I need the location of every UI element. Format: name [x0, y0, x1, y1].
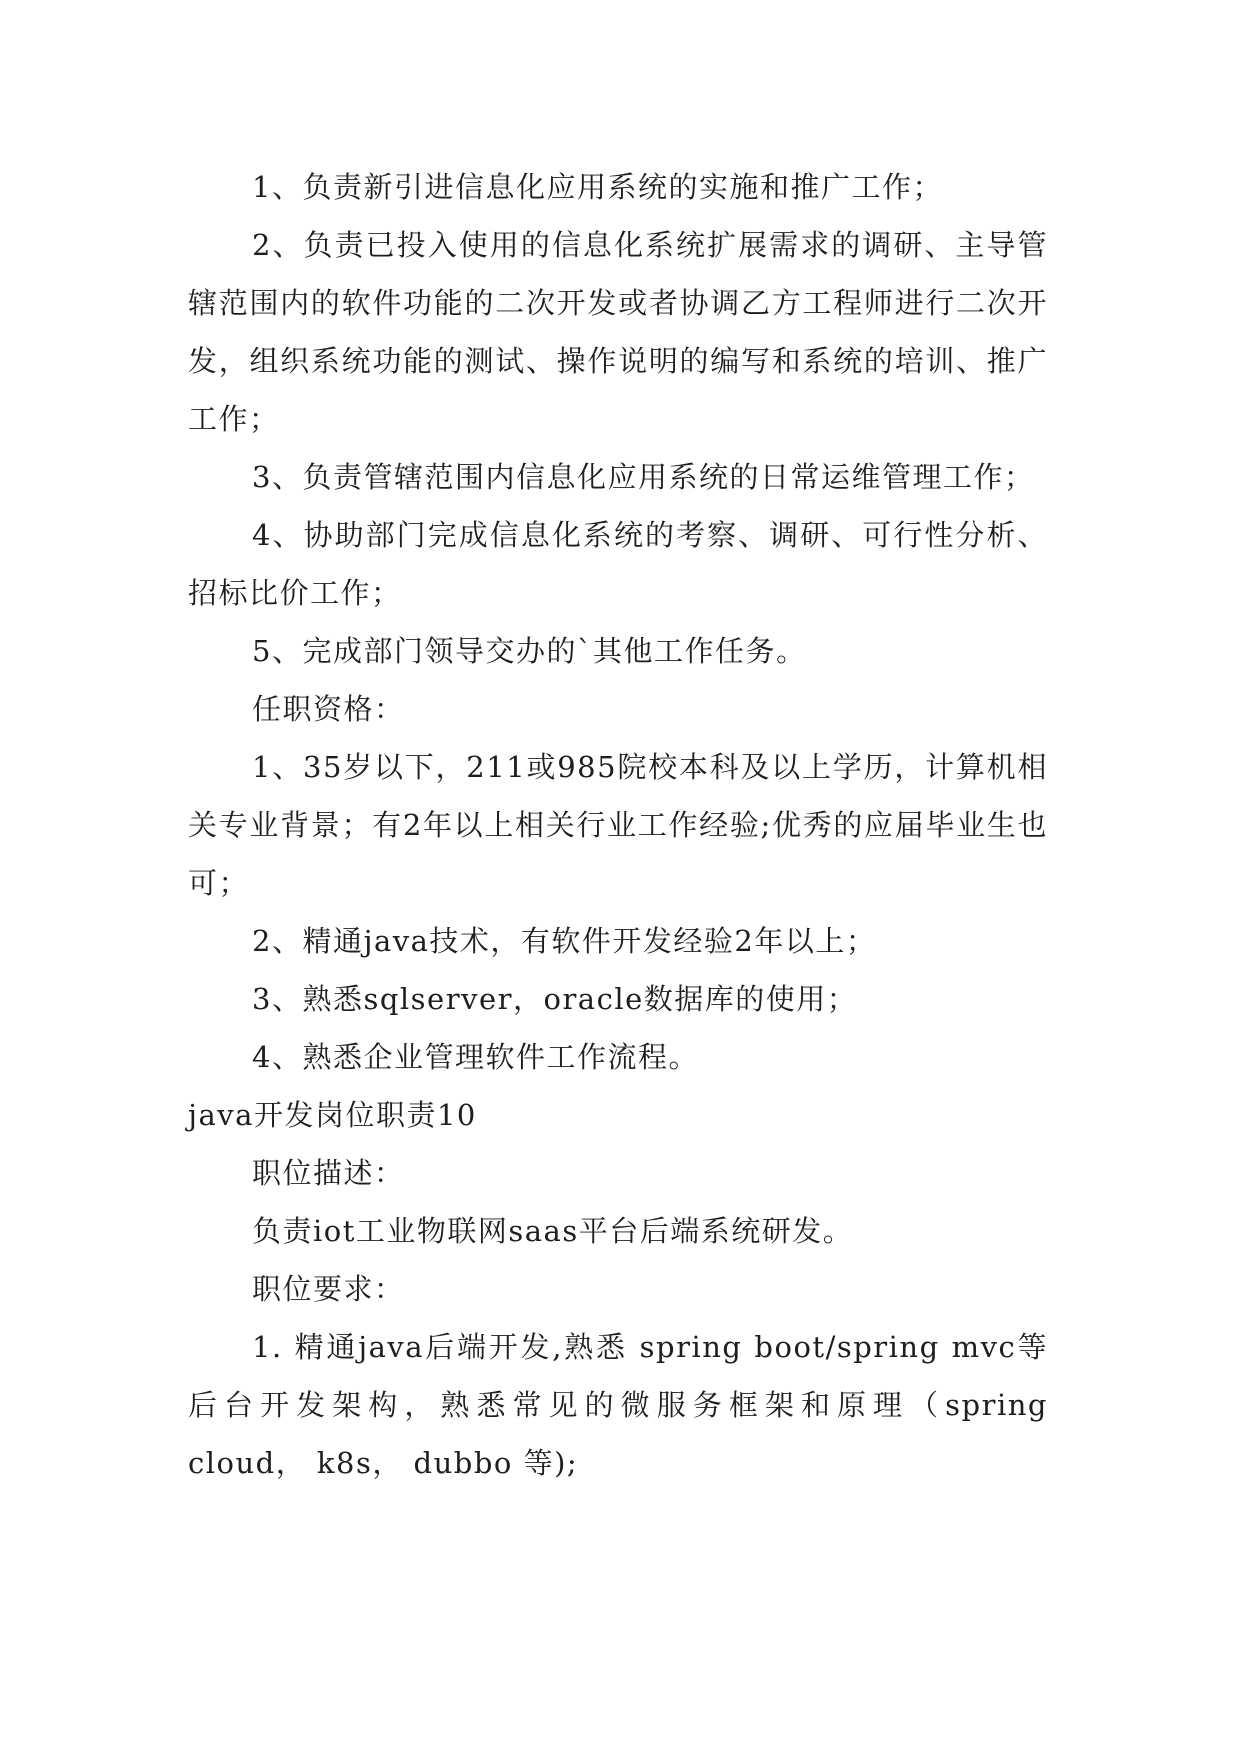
qualification-item-3: 3、熟悉sqlserver，oracle数据库的使用；	[252, 982, 858, 1016]
job-requirements-title: 职位要求：	[252, 1272, 405, 1306]
job-requirement-item-1: 1. 精通java后端开发,熟悉 spring boot/spring mvc等后台开发架构，熟悉常见的微服务框架和原理（spring cloud， k8s， dubbo 等);	[188, 1330, 1048, 1480]
qualifications-title: 任职资格：	[252, 692, 405, 726]
document-page	[188, 158, 1048, 1492]
duty-item-5: 5、完成部门领导交办的`其他工作任务。	[252, 634, 807, 668]
job-description-title: 职位描述：	[252, 1156, 405, 1190]
section-heading: java开发岗位职责10	[188, 1098, 477, 1132]
duty-item-1: 1、负责新引进信息化应用系统的实施和推广工作；	[252, 170, 943, 204]
duty-item-2: 2、负责已投入使用的信息化系统扩展需求的调研、主导管辖范围内的软件功能的二次开发或者协调乙方工程师进行二次开发，组织系统功能的测试、操作说明的编写和系统的培训、推广工作；	[188, 228, 1048, 436]
duty-item-4: 4、协助部门完成信息化系统的考察、调研、可行性分析、招标比价工作；	[188, 518, 1048, 610]
qualification-item-1: 1、35岁以下，211或985院校本科及以上学历，计算机相关专业背景；有2年以上相关行业工作经验;优秀的应届毕业生也可；	[188, 750, 1048, 900]
qualification-item-2: 2、精通java技术，有软件开发经验2年以上；	[252, 924, 877, 958]
duty-item-3: 3、负责管辖范围内信息化应用系统的日常运维管理工作；	[252, 460, 1035, 494]
qualification-item-4: 4、熟悉企业管理软件工作流程。	[252, 1040, 699, 1074]
job-description-text: 负责iot工业物联网saas平台后端系统研发。	[252, 1214, 854, 1248]
